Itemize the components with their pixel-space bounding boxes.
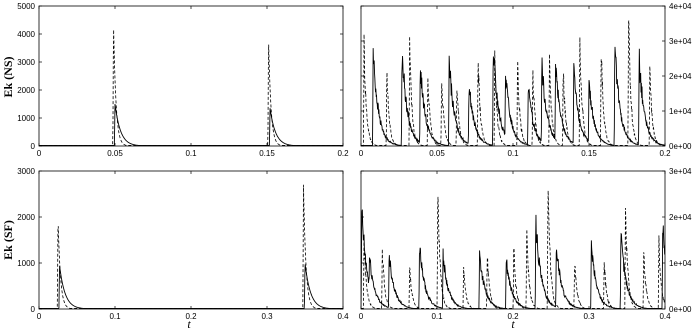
x-tick-label: 0.15 [581, 149, 597, 158]
series-line-dashed [39, 30, 343, 146]
y-tick-label: 3000 [17, 58, 35, 67]
panel-ns-right [359, 2, 692, 158]
panel-ns-left [17, 2, 349, 158]
x-tick-label: 0.2 [337, 149, 349, 158]
x-tick-label: 0.3 [583, 312, 595, 321]
y-tick-label: 3e+04 [669, 167, 692, 176]
x-tick-label: 0.05 [107, 149, 123, 158]
xlabel-t-right: t [511, 317, 515, 329]
panel-sf-left [17, 167, 349, 321]
x-tick-label: 0.1 [507, 149, 519, 158]
y-tick-label: 2000 [17, 86, 35, 95]
series-line-solid [361, 47, 665, 146]
x-tick-label: 0.1 [431, 312, 443, 321]
series-line-solid [39, 264, 343, 308]
y-tick-label: 2e+04 [669, 213, 692, 222]
x-tick-label: 0 [36, 149, 42, 158]
x-tick-label: 0.3 [261, 312, 273, 321]
y-tick-label: 0e+00 [669, 142, 692, 151]
plot-frame [361, 6, 665, 146]
x-tick-label: 0 [36, 312, 42, 321]
y-tick-label: 1000 [17, 259, 35, 268]
plot-frame [39, 6, 343, 146]
panel-sf-right [359, 167, 692, 321]
series-line-dashed [39, 185, 343, 309]
y-tick-label: 1e+04 [669, 259, 692, 268]
y-tick-label: 0e+00 [669, 305, 692, 314]
xlabel-t-left: t [187, 317, 191, 329]
x-tick-label: 0.15 [259, 149, 275, 158]
ylabel-ns: Ek (NS) [1, 56, 15, 98]
series-line-solid [39, 104, 343, 145]
x-tick-label: 0 [358, 312, 364, 321]
y-tick-label: 5000 [17, 2, 35, 11]
y-tick-label: 4e+04 [669, 2, 692, 11]
y-tick-label: 0 [30, 305, 35, 314]
y-tick-label: 2000 [17, 213, 35, 222]
x-tick-label: 0.2 [185, 312, 197, 321]
series-line-dashed [361, 191, 665, 309]
series-line-solid [361, 210, 665, 309]
x-tick-label: 0.1 [109, 312, 121, 321]
x-tick-label: 0.4 [337, 312, 349, 321]
y-tick-label: 3000 [17, 167, 35, 176]
y-tick-label: 3e+04 [669, 37, 692, 46]
x-tick-label: 0.2 [507, 312, 519, 321]
x-tick-label: 0.05 [429, 149, 445, 158]
ylabel-sf: Ek (SF) [1, 220, 15, 260]
y-tick-label: 1000 [17, 114, 35, 123]
y-tick-label: 2e+04 [669, 72, 692, 81]
y-tick-label: 0 [30, 142, 35, 151]
x-tick-label: 0.2 [659, 149, 671, 158]
y-tick-label: 1e+04 [669, 107, 692, 116]
x-tick-label: 0.4 [659, 312, 671, 321]
plot-frame [39, 171, 343, 309]
x-tick-label: 0 [358, 149, 364, 158]
plot-frame [361, 171, 665, 309]
x-tick-label: 0.1 [185, 149, 197, 158]
y-tick-label: 4000 [17, 30, 35, 39]
